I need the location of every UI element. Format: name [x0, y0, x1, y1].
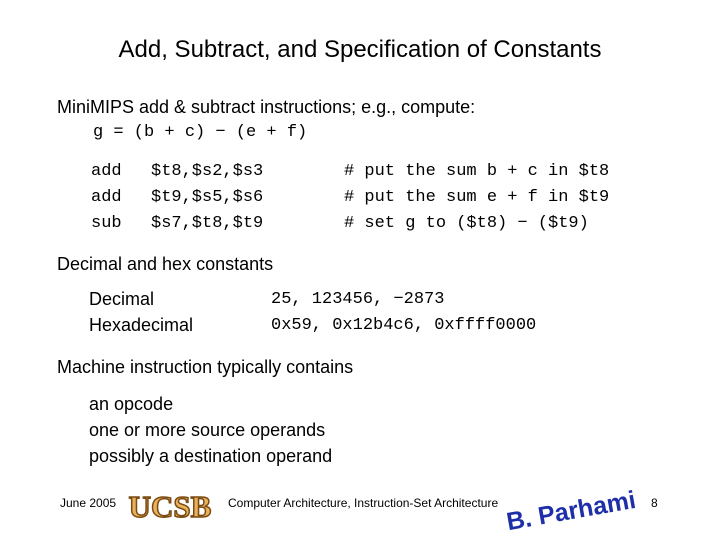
- footer-date: June 2005: [60, 496, 117, 510]
- ucsb-logo-text: UCSB: [128, 489, 212, 524]
- decimal-label: Decimal: [89, 289, 155, 309]
- author-logo-text: B. Parhami: [504, 485, 638, 537]
- code-arg: $t8,$s2,$s3: [151, 162, 264, 181]
- constants-heading: Decimal and hex constants: [57, 254, 274, 274]
- author-logo: [504, 485, 638, 537]
- machine-item: possibly a destination operand: [89, 446, 333, 466]
- code-op: sub: [91, 214, 122, 233]
- machine-item: an opcode: [89, 394, 174, 414]
- code-comment: # put the sum e + f in $t9: [344, 188, 610, 207]
- hex-label: Hexadecimal: [89, 315, 194, 335]
- ucsb-logo: [124, 488, 216, 524]
- intro-text: MiniMIPS add & subtract instructions; e.g., compute:: [57, 97, 476, 117]
- code-args: [151, 159, 263, 237]
- footer-course: Computer Architecture, Instruction-Set Architecture: [228, 496, 499, 510]
- page-number: 8: [651, 496, 658, 510]
- code-ops: [91, 159, 122, 237]
- code-comments: [344, 159, 609, 237]
- expression: g = (b + c) − (e + f): [93, 123, 308, 142]
- decimal-value: 25, 123456, −2873: [271, 290, 445, 309]
- machine-item: one or more source operands: [89, 420, 326, 440]
- code-arg: $t9,$s5,$s6: [151, 188, 264, 207]
- code-comment: # set g to ($t8) − ($t9): [344, 214, 589, 233]
- machine-heading: Machine instruction typically contains: [57, 357, 354, 377]
- hex-value: 0x59, 0x12b4c6, 0xffff0000: [271, 316, 537, 335]
- code-op: add: [91, 162, 122, 181]
- code-op: add: [91, 188, 122, 207]
- slide-title: Add, Subtract, and Specification of Constants: [118, 36, 602, 63]
- code-arg: $s7,$t8,$t9: [151, 214, 264, 233]
- code-comment: # put the sum b + c in $t8: [344, 162, 610, 181]
